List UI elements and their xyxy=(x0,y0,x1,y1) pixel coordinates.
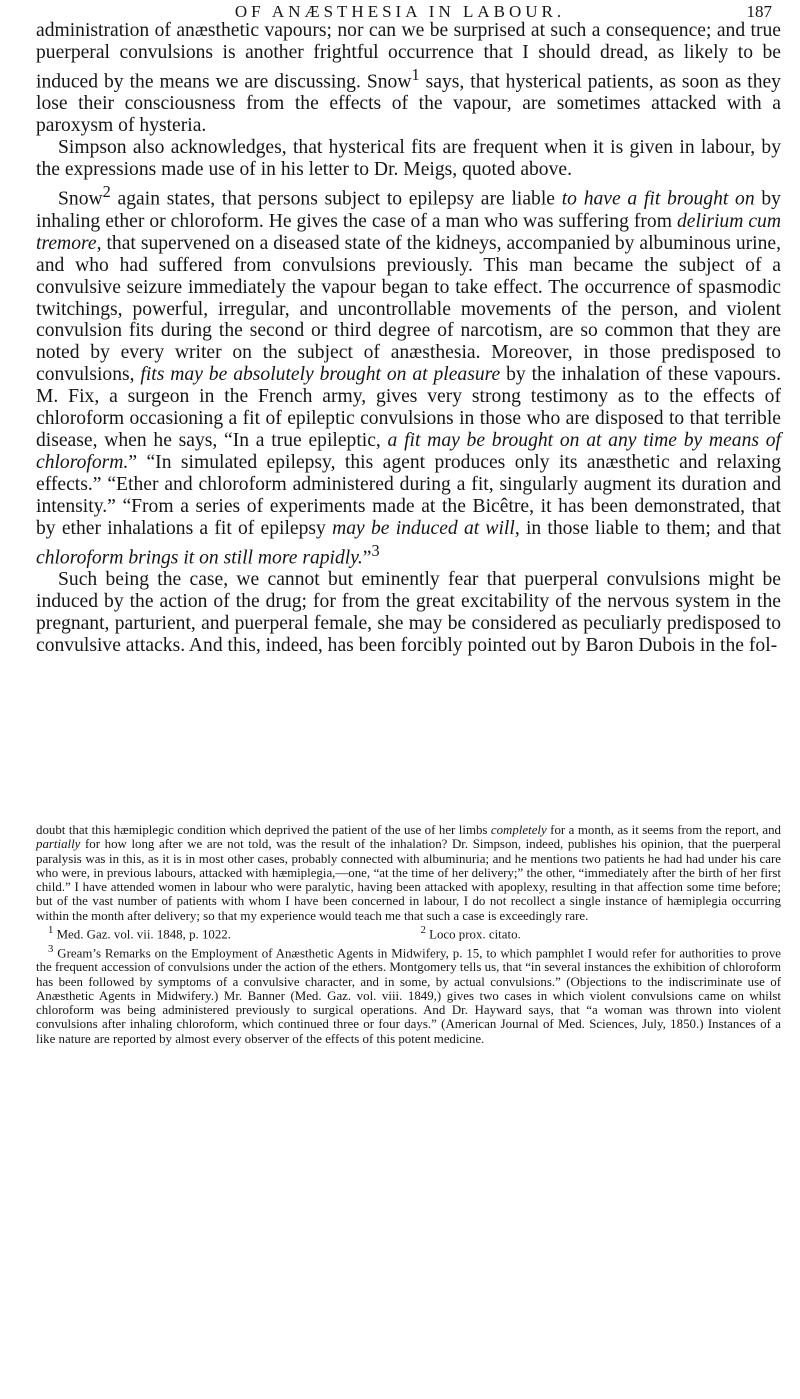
footnote-continuation: doubt that this hæmiplegic condition which deprived the patient of the use of her limbs completely for a month, as it seems from the report, and partially for how long after we are not told, was the result of the inhalation? Dr. Simpson, indeed, publishes his opinion, that the puerperal paralysis was in this, as it is in most other cases, probably connected with albuminuria; and he mentions two patients he had had under his care who were, in previous labours, attacked with hæmiplegia,—one, “at the time of her delivery;” the other, “immediately after the birth of her first child.” I have attended women in labour who were paralytic, having been attacked with apoplexy, resulting in that affection some time before; but of the vast number of patients with whom I have been concerned in labour, I do not recollect a single instance of hæmiplegia occurring within the month after delivery; so that my experience would teach me that such a case is exceedingly rare. xyxy=(36,823,781,923)
paragraph: Simpson also acknowledges, that hysterical fits are frequent when it is given in labour, by the expressions made use of in his letter to Dr. Meigs, quoted above. xyxy=(36,137,781,181)
body-text xyxy=(36,20,781,657)
paragraph: Snow$^2$ again states, that persons subject to epilepsy are liable to have a fit brought on by inhaling ether or chloroform. He gives the case of a man who was suffering from delirium cum tremore, that supervened on a diseased state of the kidneys, accompanied by albuminous urine, and who had suffered from convulsions previously. This man became the subject of a convulsive seizure immediately the vapour began to take effect. The occurrence of spasmodic twitchings, powerful, irregular, and uncontrollable movements of the person, and violent convulsion fits during the second or third degree of narcotism, are so common that they are noted by every writer on the subject of anæsthesia. Moreover, in those predisposed to convulsions, fits may be absolutely brought on at pleasure by the inhalation of these vapours. M. Fix, a surgeon in the French army, gives very strong testimony as to the effects of chloroform occasioning a fit of epileptic convulsions in those who are disposed to that terrible disease, when he says, “In a true epileptic, a fit may be brought on at any time by means of chloroform.” “In simulated epilepsy, this agent produces only its anæsthetic and relaxing effects.” “Ether and chloroform administered during a fit, singularly augment its duration and intensity.” “From a series of experiments made at the Bicêtre, it has been demonstrated, that by ether inhalations a fit of epilepsy may be induced at will, in those liable to them; and that chloroform brings it on still more rapidly.”$^3$ xyxy=(36,182,782,569)
footnote-divider xyxy=(36,820,781,821)
emphasis: delirium cum tremore xyxy=(36,210,781,254)
footnotes xyxy=(36,823,781,1046)
paragraph: Such being the case, we cannot but eminently fear that puerperal convulsions might be induced by the action of the drug; for from the great excitability of the nervous system in the pregnant, parturient, and puerperal female, she may be considered as peculiarly predisposed to convulsive attacks. And this, indeed, has been forcibly pointed out by Baron Dubois in the fol- xyxy=(36,569,781,657)
emphasis: fits may be absolutely brought on at pleasure xyxy=(140,364,501,386)
footnote-3: $^3$ Gream’s Remarks on the Employment of Anæsthetic Agents in Midwifery, p. 15, to which pamphlet I would refer for authorities to prove the frequent accession of convulsions under the action of the ethers. Montgomery tells us, that “in several instances the exhibition of chloroform has been followed by symptoms of a convulsive character, and in some, by actual convulsions.” (Objections to the indiscriminate use of Anæsthetic Agents in Midwifery.) Mr. Banner (Med. Gaz. vol. viii. 1849,) gives two cases in which violent convulsions came on whilst chloroform was being administered previously to surgical operations. And Dr. Hayward says, that “a woman was thrown into violent convulsions after inhaling chloroform, which continued three or four days.” (American Journal of Med. Sciences, July, 1850.) Instances of a like nature are reported by almost every observer of the effects of this potent medicine. xyxy=(36,942,781,1046)
footnote-row xyxy=(36,923,781,942)
footnote-1: $^1$ Med. Gaz. vol. vii. 1848, p. 1022. xyxy=(48,924,231,942)
emphasis: a fit may be brought on at any time by means of chloroform. xyxy=(36,430,781,474)
footnote-ref: 2 xyxy=(102,182,111,202)
page-number: 187 xyxy=(746,2,772,21)
emphasis: may be induced at will xyxy=(332,518,515,540)
paragraph: administration of anæsthetic vapours; nor can we be surprised at such a consequence; and true puerperal convulsions is another frightful occurrence that I should dread, as likely to be induced by the means we are discussing. Snow$^1$ says, that hysterical patients, as soon as they lose their consciousness from the effects of the vapour, are sometimes attacked with a paroxysm of hysteria. xyxy=(36,20,781,137)
footnote-ref: 3 xyxy=(371,540,380,560)
running-title: OF ANÆSTHESIA IN LABOUR. xyxy=(234,2,566,21)
emphasis: to have a fit brought on xyxy=(561,188,755,210)
emphasis: chloroform brings it on still more rapidly. xyxy=(36,547,363,569)
footnote-ref: 1 xyxy=(411,64,420,84)
footnote-2: $^2$ Loco prox. citato. xyxy=(420,924,521,942)
